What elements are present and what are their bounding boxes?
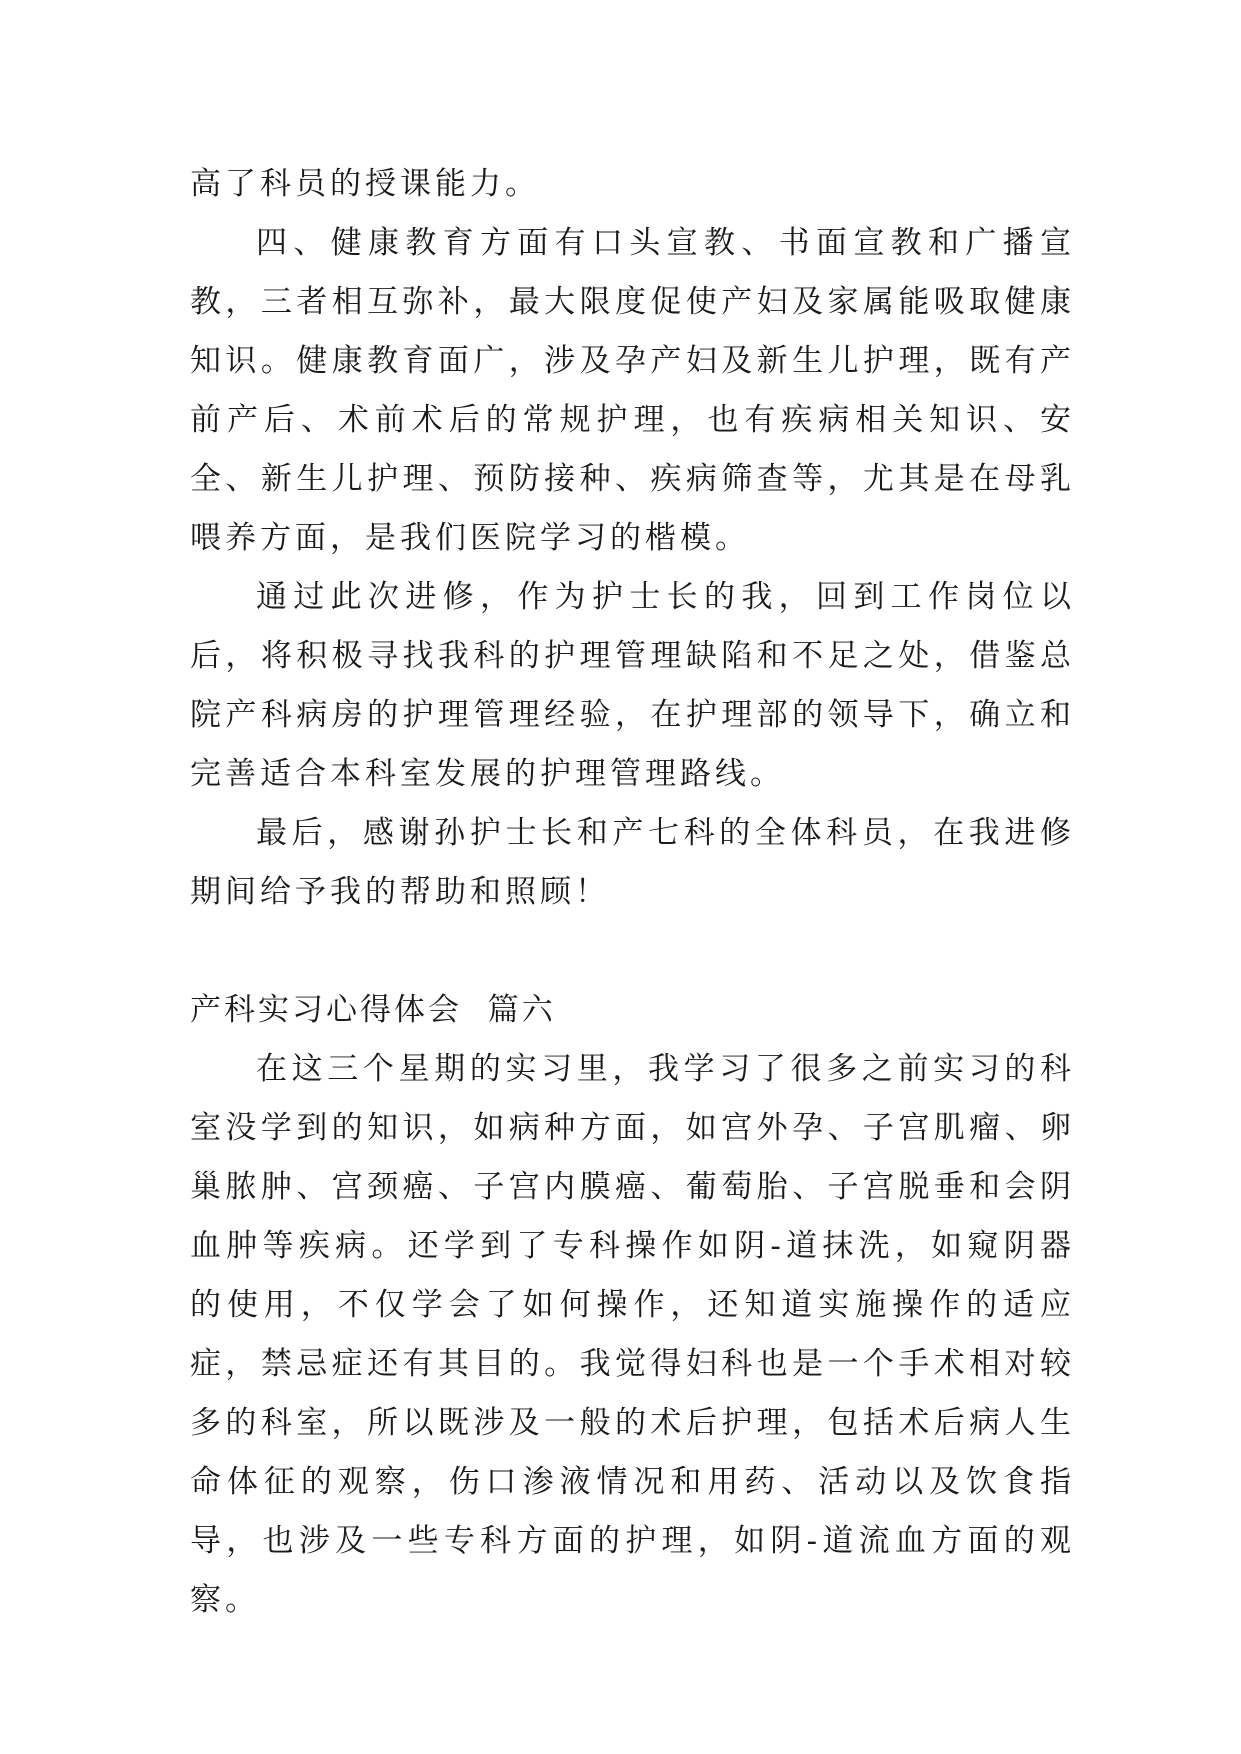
paragraph-internship-experience: 在这三个星期的实习里，我学习了很多之前实习的科室没学到的知识，如病种方面，如宫外孕、子宫肌瘤、卵巢脓肿、宫颈癌、子宫内膜癌、葡萄胎、子宫脱垂和会阴血肿等疾病。还学到了专科操作如阴-道抹洗，如窥阴器的使用，不仅学会了如何操作，还知道实施操作的适应症，禁忌症还有其目的。我觉得妇科也是一个手术相对较多的科室，所以既涉及一般的术后护理，包括术后病人生命体征的观察，伤口渗液情况和用药、活动以及饮食指导，也涉及一些专科方面的护理，如阴-道流血方面的观察。 [190, 1051, 1075, 1618]
paragraph-training-reflection: 通过此次进修，作为护士长的我，回到工作岗位以后，将积极寻找我科的护理管理缺陷和不足之处，借鉴总院产科病房的护理管理经验，在护理部的领导下，确立和完善适合本科室发展的护理管理路线。 [190, 579, 1075, 792]
section-heading: 产科实习心得体会 篇六 [190, 992, 556, 1028]
paragraph-continuation: 高了科员的授课能力。 [190, 166, 540, 202]
document-page [190, 155, 1075, 1630]
paragraph-health-education: 四、健康教育方面有口头宣教、书面宣教和广播宣教，三者相互弥补，最大限度促使产妇及家属能吸取健康知识。健康教育面广，涉及孕产妇及新生儿护理，既有产前产后、术前术后的常规护理，也有疾病相关知识、安全、新生儿护理、预防接种、疾病筛查等，尤其是在母乳喂养方面，是我们医院学习的楷模。 [190, 225, 1075, 556]
paragraph-acknowledgement: 最后，感谢孙护士长和产七科的全体科员，在我进修期间给予我的帮助和照顾！ [190, 815, 1075, 910]
